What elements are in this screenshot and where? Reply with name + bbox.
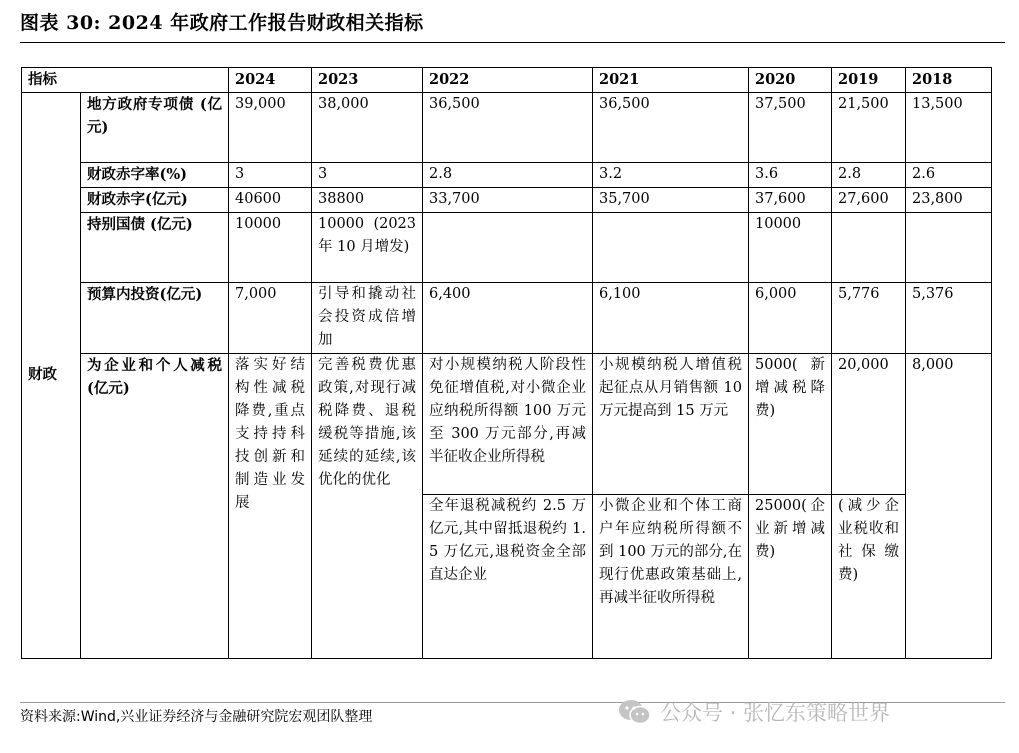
table-cell: 6,100	[593, 283, 749, 354]
watermark-text: 公众号 · 张忆东策略世界	[660, 701, 891, 725]
row-label: 财政赤字率(%)	[81, 163, 229, 188]
table-cell: 完善税费优惠政策,对现行减税降费、退税缓税等措施,该延续的延续,该优化的优化	[312, 354, 423, 659]
title-divider	[20, 42, 1005, 43]
table-row	[22, 93, 992, 163]
table-row	[22, 163, 992, 188]
table-cell: 2.8	[423, 163, 593, 188]
table-cell	[906, 213, 992, 283]
category-cell	[22, 93, 81, 659]
table-cell: 25000(企业新增减费)	[749, 495, 832, 659]
table-cell: 5000(新增减税降费)	[749, 354, 832, 495]
table-cell: 6,400	[423, 283, 593, 354]
row-label: 预算内投资(亿元)	[81, 283, 229, 354]
table-cell: 20,000	[832, 354, 906, 495]
table-cell: 37,500	[749, 93, 832, 163]
table-cell: 37,600	[749, 188, 832, 213]
table-cell: 8,000	[906, 354, 992, 659]
category-label: 财政	[28, 366, 57, 383]
table-cell: (减少企业税收和社保缴费)	[832, 495, 906, 659]
table-cell: 落实好结构性减税降费,重点支持持科技创新和制造业发展	[229, 354, 312, 659]
table-row	[22, 188, 992, 213]
table-cell: 35,700	[593, 188, 749, 213]
header-indicator: 指标	[22, 68, 229, 93]
table-cell: 33,700	[423, 188, 593, 213]
table-row	[22, 213, 992, 283]
table-cell: 36,500	[423, 93, 593, 163]
table-cell: 小微企业和个体工商户年应纳税所得额不到 100 万元的部分,在现行优惠政策基础上,再减半征收所得税	[593, 495, 749, 659]
table-cell: 10000	[749, 213, 832, 283]
header-year-2024: 2024	[229, 68, 312, 93]
table-cell: 2.8	[832, 163, 906, 188]
table-cell	[832, 213, 906, 283]
table-cell: 3.6	[749, 163, 832, 188]
header-year-2019: 2019	[832, 68, 906, 93]
source-note: 资料来源:Wind,兴业证券经济与金融研究院宏观团队整理	[20, 709, 373, 725]
table-row	[22, 283, 992, 354]
table-cell: 7,000	[229, 283, 312, 354]
row-label: 地方政府专项债 (亿元)	[81, 93, 229, 163]
table-cell: 2.6	[906, 163, 992, 188]
table-cell: 10000	[229, 213, 312, 283]
table-cell: 5,376	[906, 283, 992, 354]
header-year-2018: 2018	[906, 68, 992, 93]
table-cell: 对小规模纳税人阶段性免征增值税,对小微企业应纳税所得额 100 万元至 300 万元部分,再减半征收企业所得税	[423, 354, 593, 495]
table-cell: 23,800	[906, 188, 992, 213]
table-cell: 3	[229, 163, 312, 188]
table-cell: 6,000	[749, 283, 832, 354]
table-cell: 10000 (2023 年 10 月增发)	[312, 213, 423, 283]
fiscal-indicators-table	[21, 67, 992, 659]
table-cell: 全年退税减税约 2.5 万亿元,其中留抵退税约 1.5 万亿元,退税资金全部直达企业	[423, 495, 593, 659]
table-cell	[593, 213, 749, 283]
table-cell: 5,776	[832, 283, 906, 354]
header-year-2020: 2020	[749, 68, 832, 93]
table-cell: 36,500	[593, 93, 749, 163]
header-row	[22, 68, 992, 93]
table-cell: 3	[312, 163, 423, 188]
table-cell: 40600	[229, 188, 312, 213]
wechat-icon	[618, 698, 652, 726]
header-year-2022: 2022	[423, 68, 593, 93]
table-cell: 38800	[312, 188, 423, 213]
figure-title: 图表 30: 2024 年政府工作报告财政相关指标	[20, 12, 424, 34]
table-cell: 21,500	[832, 93, 906, 163]
table-cell: 引导和撬动社会投资成倍增加	[312, 283, 423, 354]
header-year-2023: 2023	[312, 68, 423, 93]
table-cell	[423, 213, 593, 283]
table-cell: 13,500	[906, 93, 992, 163]
table-cell: 小规模纳税人增值税起征点从月销售额 10 万元提高到 15 万元	[593, 354, 749, 495]
header-year-2021: 2021	[593, 68, 749, 93]
row-label: 持别国债 (亿元)	[81, 213, 229, 283]
table-cell: 38,000	[312, 93, 423, 163]
watermark	[618, 697, 890, 727]
row-label: 为企业和个人减税(亿元)	[81, 354, 229, 659]
table-row	[22, 354, 992, 495]
table-cell: 3.2	[593, 163, 749, 188]
table-cell: 27,600	[832, 188, 906, 213]
row-label: 财政赤字(亿元)	[81, 188, 229, 213]
table-cell: 39,000	[229, 93, 312, 163]
